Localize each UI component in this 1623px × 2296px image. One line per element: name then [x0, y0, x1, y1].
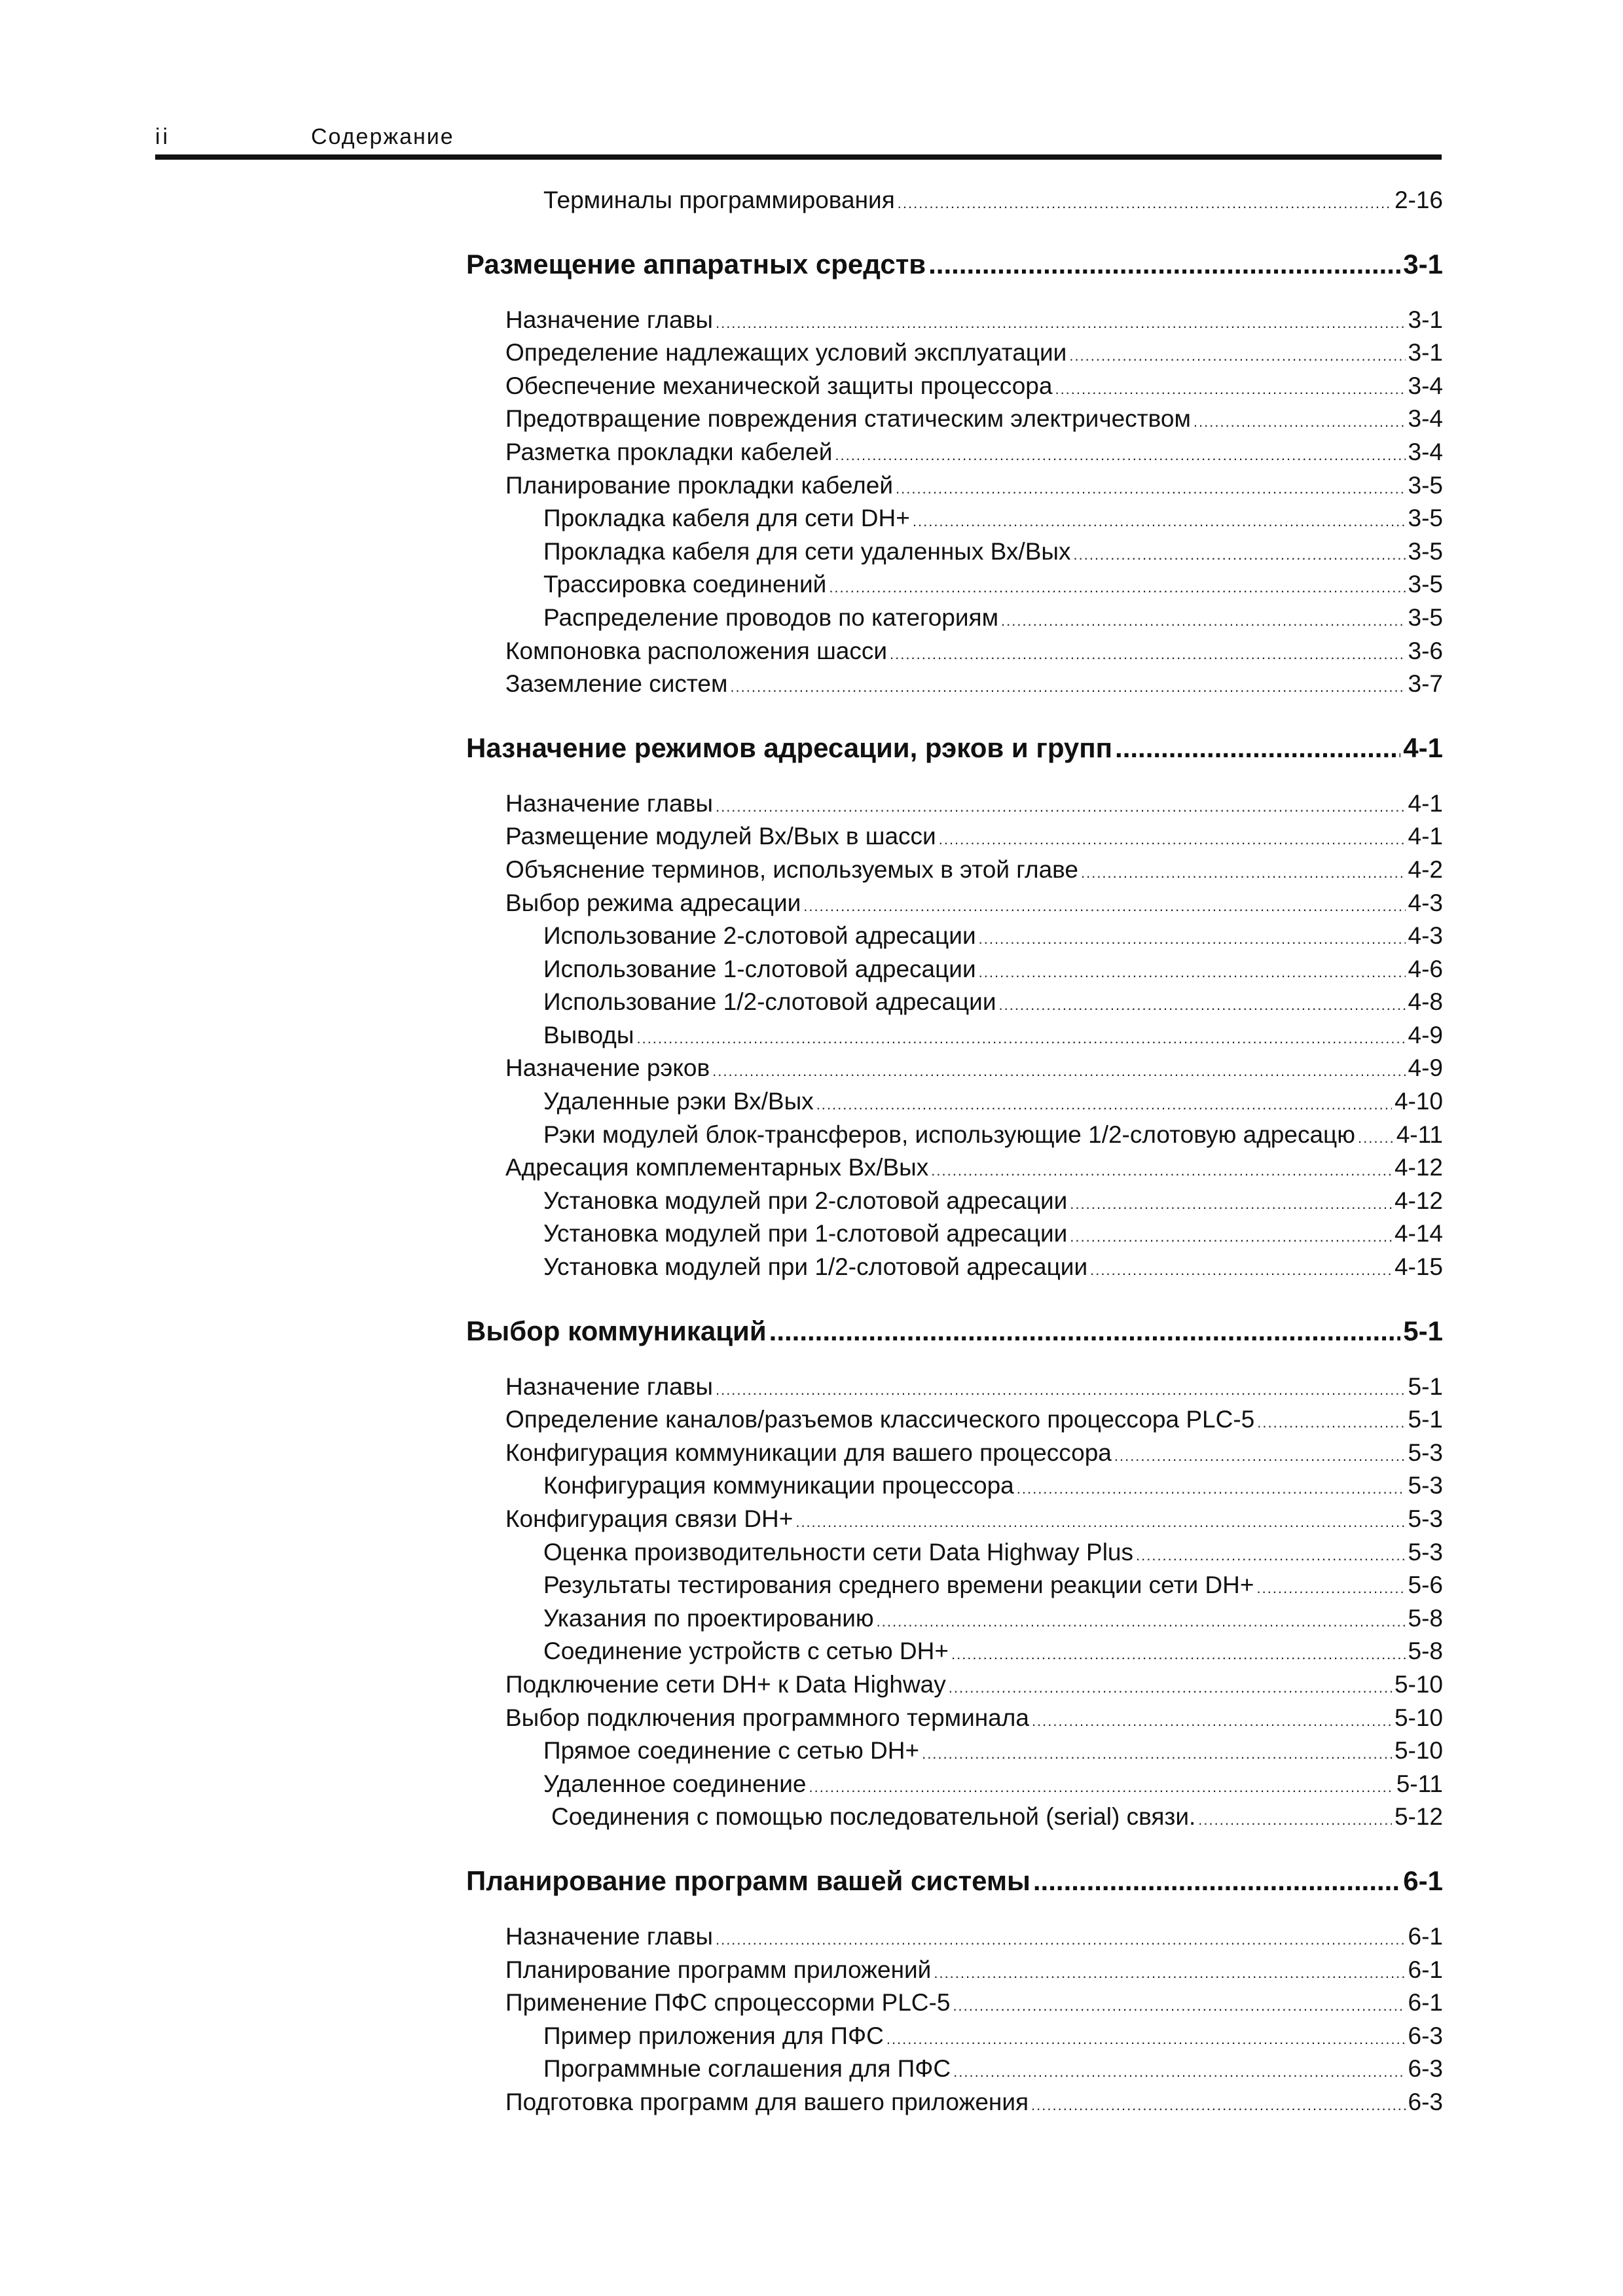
toc-entry[interactable]	[466, 505, 1443, 538]
toc-entry-title: Результаты тестирования среднего времени реакции сети DH+	[543, 1571, 1254, 1599]
dot-leader	[1069, 348, 1405, 365]
toc-entry[interactable]	[466, 2055, 1443, 2089]
toc-chapter[interactable]	[466, 1865, 1443, 1911]
page-number: ii	[155, 124, 171, 149]
toc-entry[interactable]	[466, 1923, 1443, 1956]
toc-entry-page: 3-5	[1408, 537, 1443, 565]
toc-chapter-title: Выбор коммуникаций	[466, 1315, 767, 1346]
toc-entry[interactable]	[466, 1406, 1443, 1439]
dot-leader	[953, 2064, 1405, 2081]
toc-entry-title: Выбор подключения программного терминала	[505, 1704, 1029, 1731]
toc-entry[interactable]	[466, 1121, 1443, 1155]
toc-entry-title: Трассировка соединений	[543, 571, 827, 598]
toc-entry-title: Назначение главы	[505, 1922, 713, 1950]
toc-entry-page: 5-8	[1408, 1638, 1443, 1665]
toc-entry-page: 4-1	[1408, 789, 1443, 817]
toc-entry[interactable]	[466, 2089, 1443, 2122]
chapter-spacer	[466, 778, 1443, 790]
toc-entry-title: Конфигурация коммуникации для вашего процессора	[505, 1439, 1112, 1466]
toc-chapter-page: 6-1	[1403, 1865, 1443, 1896]
toc-entry-title: Компоновка расположения шасси	[505, 637, 888, 664]
toc-entry-title: Прокладка кабеля для сети удаленных Вх/Вых	[543, 537, 1071, 565]
dot-leader	[979, 964, 1406, 981]
dot-leader	[1001, 613, 1406, 630]
toc-entry[interactable]	[466, 2022, 1443, 2056]
toc-entry-title: Конфигурация связи DH+	[505, 1505, 793, 1532]
dot-leader	[890, 646, 1406, 663]
toc-entry-title: Прокладка кабеля для сети DH+	[543, 505, 910, 532]
dot-leader	[1115, 732, 1400, 764]
toc-entry-title: Выводы	[543, 1021, 634, 1049]
toc-chapter-title: Размещение аппаратных средств	[466, 248, 926, 279]
toc-entry[interactable]	[466, 922, 1443, 956]
toc-entry-page: 4-3	[1408, 922, 1443, 950]
toc-entry[interactable]	[466, 1605, 1443, 1638]
toc-entry[interactable]	[466, 1054, 1443, 1088]
toc-entry-title: Использование 1/2-слотовой адресации	[543, 988, 996, 1016]
toc-entry-page: 2-16	[1394, 187, 1443, 213]
dot-leader	[898, 195, 1392, 212]
toc-entry-page: 5-1	[1408, 1372, 1443, 1400]
toc-entry-title: Установка модулей при 1/2-слотовой адресации	[543, 1253, 1088, 1281]
toc-entry-page: 4-11	[1396, 1121, 1443, 1148]
toc-entry-title: Подготовка программ для вашего приложения	[505, 2088, 1029, 2115]
toc-chapter[interactable]	[466, 249, 1443, 295]
toc-entry[interactable]	[466, 604, 1443, 637]
toc-entry-page: 5-10	[1394, 1670, 1443, 1698]
dot-leader	[795, 1514, 1405, 1531]
toc-entry-page: 4-12	[1394, 1187, 1443, 1214]
dot-leader	[931, 1162, 1392, 1179]
toc-entry[interactable]	[466, 1472, 1443, 1505]
toc-entry-title: Размещение модулей Вх/Вых в шасси	[505, 823, 936, 850]
toc-entry-page: 4-8	[1408, 988, 1443, 1016]
dot-leader	[769, 1316, 1401, 1347]
toc-entry-title: Распределение проводов по категориям	[543, 603, 999, 631]
toc-entry-title: Назначение главы	[505, 1372, 713, 1400]
toc-entry-page: 3-1	[1408, 339, 1443, 367]
dot-leader	[816, 1096, 1392, 1113]
dot-leader	[922, 1746, 1392, 1763]
dot-leader	[877, 1613, 1406, 1630]
toc-entry-title: Назначение главы	[505, 306, 713, 333]
toc-entry-title: Конфигурация коммуникации процессора	[543, 1472, 1014, 1499]
toc-entry[interactable]	[466, 670, 1443, 704]
chapter-spacer	[466, 295, 1443, 306]
dot-leader	[1090, 1262, 1392, 1279]
toc-entry-title: Соединение устройств с сетью DH+	[543, 1638, 949, 1665]
toc-chapter-page: 4-1	[1403, 732, 1443, 763]
dot-leader	[1136, 1547, 1406, 1564]
dot-leader	[896, 480, 1405, 497]
toc-entry-title: Указания по проектированию	[543, 1604, 874, 1632]
toc-chapter-title: Назначение режимов адресации, рэков и групп	[466, 732, 1113, 763]
running-title: Содержание	[311, 124, 454, 149]
toc-chapter-title: Планирование программ вашей системы	[466, 1865, 1030, 1896]
toc-entry[interactable]	[466, 988, 1443, 1022]
toc-entry[interactable]	[466, 956, 1443, 989]
dot-leader	[803, 898, 1405, 915]
toc-entry[interactable]	[466, 1373, 1443, 1407]
toc-entry-title: Использование 1-слотовой адресации	[543, 955, 976, 982]
dot-leader	[716, 798, 1406, 816]
dot-leader	[951, 1646, 1406, 1663]
dot-leader	[979, 931, 1406, 948]
toc-entry-title: Выбор режима адресации	[505, 889, 801, 916]
toc-entry[interactable]	[466, 1803, 1443, 1837]
dot-leader	[1256, 1580, 1405, 1597]
toc-entry-page: 3-5	[1408, 505, 1443, 532]
dot-leader	[1198, 1812, 1392, 1829]
toc-entry[interactable]	[466, 1439, 1443, 1473]
dot-leader	[886, 2031, 1406, 2048]
toc-entry[interactable]	[466, 1571, 1443, 1605]
toc-entry-title: Назначение рэков	[505, 1054, 710, 1082]
dot-leader	[716, 315, 1406, 332]
toc-entry-page: 5-3	[1408, 1505, 1443, 1532]
toc-entry[interactable]	[466, 472, 1443, 505]
toc-entry-title: Обеспечение механической защиты процессора	[505, 372, 1053, 399]
toc-entry-title: Предотвращение повреждения статическим электричеством	[505, 405, 1191, 433]
toc-entry-title: Назначение главы	[505, 789, 713, 817]
chapter-spacer	[466, 704, 1443, 732]
dot-leader	[716, 1931, 1406, 1948]
dot-leader	[949, 1679, 1392, 1696]
toc-chapter-page: 3-1	[1403, 248, 1443, 279]
dot-leader	[1055, 381, 1405, 398]
toc-entry-page: 3-4	[1408, 405, 1443, 433]
header-rule	[155, 154, 1442, 160]
chapter-spacer	[466, 1911, 1443, 1923]
toc-entry-title: Оценка производительности сети Data Highway Plus	[543, 1538, 1133, 1566]
toc-entry-title: Рэки модулей блок-трансферов, использующие 1/2-слотовую адресацю	[543, 1121, 1355, 1148]
dot-leader	[999, 997, 1406, 1014]
toc-entry-page: 4-6	[1408, 955, 1443, 982]
toc-entry-page: 6-1	[1408, 1989, 1443, 2017]
toc-entry-page: 5-1	[1408, 1406, 1443, 1433]
toc-entry[interactable]	[466, 1737, 1443, 1770]
toc-entry-page: 3-6	[1408, 637, 1443, 664]
toc-entry-title: Установка модулей при 1-слотовой адресации	[543, 1220, 1068, 1247]
toc-entry-page: 3-7	[1408, 670, 1443, 698]
toc-entry[interactable]	[466, 1956, 1443, 1990]
dot-leader	[1081, 865, 1406, 882]
toc-entry-page: 4-15	[1394, 1253, 1443, 1281]
chapter-spacer	[466, 1837, 1443, 1865]
dot-leader	[1031, 2097, 1405, 2114]
dot-leader	[1070, 1229, 1392, 1246]
toc-entry[interactable]	[466, 1539, 1443, 1572]
dot-leader	[829, 579, 1405, 596]
toc-entry-title: Прямое соединение с сетью DH+	[543, 1737, 920, 1765]
toc-entry-title: Планирование программ приложений	[505, 1956, 932, 1983]
dot-leader	[1033, 1865, 1400, 1897]
toc-entry-page: 3-4	[1408, 372, 1443, 399]
toc-chapter[interactable]	[466, 1316, 1443, 1361]
dot-leader	[1358, 1130, 1394, 1147]
toc-entry[interactable]	[466, 889, 1443, 923]
dot-leader	[712, 1063, 1405, 1080]
toc-entry-title: Разметка прокладки кабелей	[505, 438, 833, 465]
toc-entry[interactable]	[466, 1220, 1443, 1253]
chapter-spacer	[466, 1287, 1443, 1316]
toc-entry-title: Адресация комплементарных Вх/Вых	[505, 1154, 929, 1181]
toc-entry[interactable]	[466, 405, 1443, 439]
toc-entry-title: Определение надлежащих условий эксплуатации	[505, 339, 1067, 367]
toc-entry[interactable]	[466, 1253, 1443, 1287]
toc-entry[interactable]	[466, 372, 1443, 406]
dot-leader	[636, 1030, 1405, 1047]
toc-entry-title: Удаленное соединение	[543, 1770, 807, 1797]
dot-leader	[835, 447, 1405, 464]
toc-entry-page: 3-5	[1408, 603, 1443, 631]
toc-entry[interactable]	[466, 823, 1443, 856]
toc-entry[interactable]	[466, 1187, 1443, 1221]
toc-entry-title: Заземление систем	[505, 670, 728, 698]
toc-entry-title: Терминалы программирования	[543, 187, 895, 213]
dot-leader	[1032, 1713, 1392, 1730]
dot-leader	[1073, 547, 1405, 564]
toc-chapter-page: 5-1	[1403, 1315, 1443, 1346]
toc-entry-title: Подключение сети DH+ к Data Highway	[505, 1670, 946, 1698]
toc-entry-title: Удаленные рэки Вх/Вых	[543, 1088, 814, 1115]
toc-entry-title: Соединения с помощью последовательной (serial) связи.	[551, 1803, 1196, 1831]
toc-entry-page: 3-1	[1408, 306, 1443, 333]
toc-entry-title: Использование 2-слотовой адресации	[543, 922, 976, 950]
toc-entry-title: Применение ПФС спроцессорми PLC-5	[505, 1989, 951, 2017]
toc-entry[interactable]	[466, 637, 1443, 671]
toc-entry-page: 5-10	[1394, 1737, 1443, 1765]
toc-entry-title: Программные соглашения для ПФС	[543, 2055, 951, 2083]
toc-entry[interactable]	[466, 1088, 1443, 1121]
toc-entry[interactable]	[466, 1022, 1443, 1055]
toc-entry[interactable]	[466, 439, 1443, 472]
toc-entry[interactable]	[466, 856, 1443, 889]
toc-entry[interactable]	[466, 1671, 1443, 1704]
toc-entry-page: 5-8	[1408, 1604, 1443, 1632]
dot-leader	[934, 1965, 1405, 1982]
chapter-spacer	[466, 1361, 1443, 1373]
dot-leader	[1194, 414, 1406, 431]
toc-entry-page: 4-9	[1408, 1054, 1443, 1082]
toc-entry[interactable]	[466, 790, 1443, 823]
toc-entry-page: 3-5	[1408, 471, 1443, 499]
toc-entry[interactable]	[466, 339, 1443, 372]
dot-leader	[716, 1382, 1406, 1399]
toc-entry[interactable]	[466, 538, 1443, 571]
toc-entry-page: 5-3	[1408, 1538, 1443, 1566]
toc-entry[interactable]	[466, 1505, 1443, 1539]
toc-entry-title: Установка модулей при 2-слотовой адресации	[543, 1187, 1068, 1214]
toc-entry[interactable]	[466, 1770, 1443, 1804]
toc-entry-title: Планирование прокладки кабелей	[505, 471, 894, 499]
toc-entry[interactable]	[466, 306, 1443, 340]
toc-entry[interactable]	[466, 1704, 1443, 1738]
dot-leader	[730, 679, 1405, 696]
dot-leader	[1257, 1414, 1405, 1431]
dot-leader	[913, 513, 1406, 530]
toc-entry-page: 4-10	[1394, 1088, 1443, 1115]
toc-entry-page: 5-6	[1408, 1571, 1443, 1599]
toc-entry-page: 6-1	[1408, 1956, 1443, 1983]
toc-entry-page: 3-5	[1408, 571, 1443, 598]
toc-entry-page: 4-9	[1408, 1021, 1443, 1049]
toc-entry[interactable]	[466, 187, 1443, 220]
chapter-spacer	[466, 220, 1443, 249]
toc-entry[interactable]	[466, 571, 1443, 604]
toc-entry-page: 4-12	[1394, 1154, 1443, 1181]
table-of-contents	[466, 187, 1443, 2122]
toc-entry-page: 6-3	[1408, 2055, 1443, 2083]
dot-leader	[809, 1779, 1393, 1796]
toc-entry-page: 5-12	[1394, 1803, 1443, 1831]
toc-chapter[interactable]	[466, 732, 1443, 778]
dot-leader	[953, 1998, 1405, 2015]
toc-entry-page: 4-14	[1394, 1220, 1443, 1247]
toc-entry[interactable]	[466, 1154, 1443, 1187]
dot-leader	[939, 831, 1406, 848]
toc-entry-page: 4-1	[1408, 823, 1443, 850]
toc-entry-page: 5-3	[1408, 1472, 1443, 1499]
dot-leader	[928, 249, 1400, 280]
toc-entry-title: Пример приложения для ПФС	[543, 2022, 884, 2049]
toc-entry-title: Объяснение терминов, используемых в этой главе	[505, 855, 1078, 883]
toc-entry-page: 6-3	[1408, 2022, 1443, 2049]
toc-entry-page: 3-4	[1408, 438, 1443, 465]
toc-entry-page: 6-3	[1408, 2088, 1443, 2115]
toc-entry-page: 6-1	[1408, 1922, 1443, 1950]
toc-entry-title: Определение каналов/разъемов классического процессора PLC-5	[505, 1406, 1255, 1433]
toc-entry-page: 4-2	[1408, 855, 1443, 883]
toc-entry[interactable]	[466, 1638, 1443, 1671]
toc-entry-page: 5-11	[1396, 1770, 1443, 1797]
dot-leader	[1070, 1196, 1392, 1213]
toc-entry[interactable]	[466, 1989, 1443, 2022]
dot-leader	[1114, 1448, 1406, 1465]
toc-entry-page: 5-3	[1408, 1439, 1443, 1466]
toc-entry-page: 4-3	[1408, 889, 1443, 916]
dot-leader	[1017, 1480, 1406, 1498]
toc-entry-page: 5-10	[1394, 1704, 1443, 1731]
